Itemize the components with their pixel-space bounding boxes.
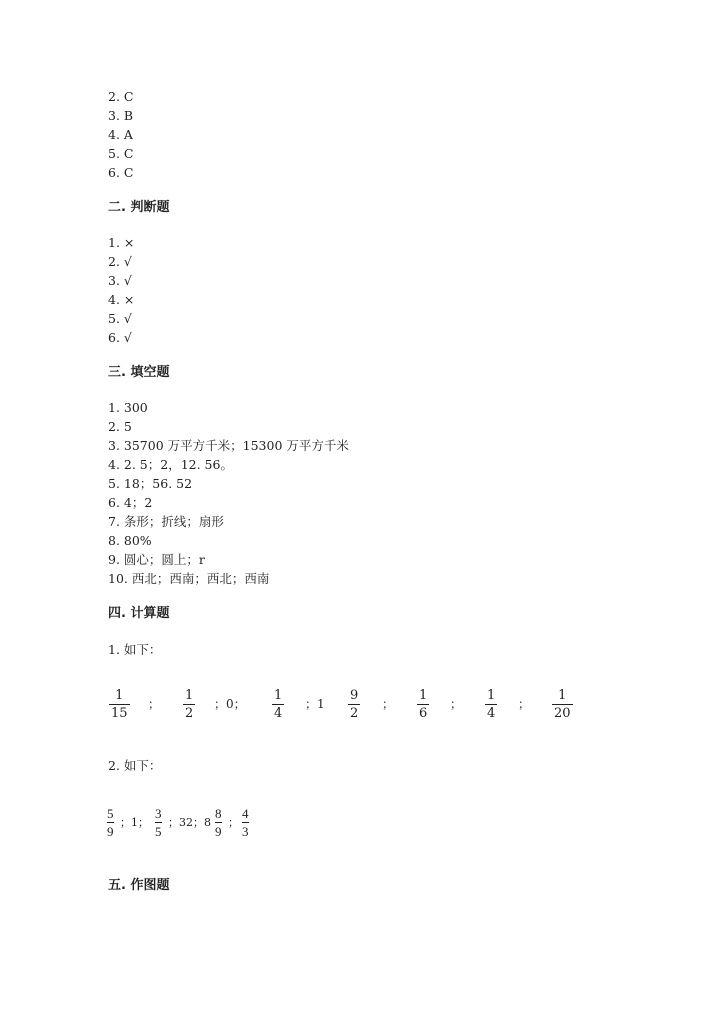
fraction-bar (109, 704, 130, 705)
calc1-separator-5: ； (450, 697, 463, 711)
fraction-bar (485, 704, 497, 705)
fraction-denominator: 6 (419, 706, 428, 721)
calc2-fraction-a (107, 806, 114, 839)
draw-heading: 五. 作图题 (108, 878, 170, 893)
fill-answer-8: 8. 80% (108, 533, 152, 548)
fill-answer-1: 1. 300 (108, 400, 148, 415)
calc1-separator-2: ；0； (214, 697, 246, 711)
fraction-denominator: 15 (111, 706, 128, 721)
fraction-numerator: 1 (487, 688, 496, 703)
choice-answer-4: 4. A (108, 127, 133, 142)
fraction-denominator: 2 (185, 706, 194, 721)
fill-answer-6: 6. 4；2 (108, 495, 153, 510)
fill-answer-9: 9. 圆心；圆上；r (108, 552, 205, 567)
fraction-numerator: 1 (558, 688, 567, 703)
choice-answer-5: 5. C (108, 146, 134, 161)
calc1-fraction-2 (183, 688, 195, 721)
calc1-separator-3: ；1 (305, 697, 325, 711)
judge-heading: 二. 判断题 (108, 200, 170, 215)
fill-answer-5: 5. 18；56. 52 (108, 476, 193, 491)
judge-answer-4: 4. × (108, 292, 135, 307)
calc1-separator-6: ； (518, 697, 531, 711)
calc1-fraction-4 (348, 688, 360, 721)
fraction-bar (242, 822, 249, 823)
fraction-bar (155, 822, 162, 823)
judge-answer-1: 1. × (108, 235, 135, 250)
fraction-numerator: 5 (107, 806, 114, 821)
calc2-fraction-d (242, 806, 249, 839)
fraction-bar (215, 822, 222, 823)
fraction-denominator: 9 (107, 824, 114, 839)
calc2-separator-a: ；1； (120, 816, 149, 829)
fraction-bar (107, 822, 114, 823)
calc1-fraction-1 (109, 688, 130, 721)
fraction-numerator: 8 (215, 806, 222, 821)
fraction-bar (348, 704, 360, 705)
fraction-bar (417, 704, 429, 705)
calc1-separator-4: ； (382, 697, 395, 711)
fill-heading: 三. 填空题 (108, 365, 170, 380)
fraction-denominator: 9 (215, 824, 222, 839)
calc-part2-label: 2. 如下： (108, 758, 162, 773)
calc-part1-label: 1. 如下： (108, 642, 162, 657)
fraction-denominator: 4 (274, 706, 283, 721)
fraction-numerator: 3 (155, 806, 162, 821)
judge-answer-3: 3. √ (108, 273, 132, 288)
calc1-separator-1: ； (148, 697, 161, 711)
fill-answer-10: 10. 西北；西南；西北；西南 (108, 571, 270, 586)
calc1-fraction-7 (552, 688, 573, 721)
choice-answer-2: 2. C (108, 89, 134, 104)
calc2-fraction-b (155, 806, 162, 839)
calc1-fraction-6 (485, 688, 497, 721)
calc-heading: 四. 计算题 (108, 606, 170, 621)
fraction-numerator: 1 (185, 688, 194, 703)
fraction-bar (272, 704, 284, 705)
calc2-separator-c: ； (228, 816, 239, 829)
fill-answer-3: 3. 35700 万平方千米；15300 万平方千米 (108, 438, 349, 453)
fraction-numerator: 1 (274, 688, 283, 703)
fraction-numerator: 9 (350, 688, 359, 703)
fraction-denominator: 3 (242, 824, 249, 839)
judge-answer-2: 2. √ (108, 254, 132, 269)
fraction-numerator: 4 (242, 806, 249, 821)
fraction-numerator: 1 (419, 688, 428, 703)
fraction-numerator: 1 (115, 688, 124, 703)
fraction-bar (183, 704, 195, 705)
judge-answer-6: 6. √ (108, 330, 132, 345)
fill-answer-2: 2. 5 (108, 419, 132, 434)
fill-answer-7: 7. 条形；折线；扇形 (108, 514, 224, 529)
choice-answer-3: 3. B (108, 108, 134, 123)
calc1-fraction-3 (272, 688, 284, 721)
judge-answer-5: 5. √ (108, 311, 132, 326)
fraction-denominator: 20 (554, 706, 571, 721)
fraction-denominator: 5 (155, 824, 162, 839)
fill-answer-4: 4. 2. 5；2，12. 56。 (108, 457, 233, 472)
fraction-bar (552, 704, 573, 705)
fraction-denominator: 2 (350, 706, 359, 721)
choice-answer-6: 6. C (108, 165, 134, 180)
calc2-separator-b: ；32；8 (168, 816, 211, 829)
fraction-denominator: 4 (487, 706, 496, 721)
calc1-fraction-5 (417, 688, 429, 721)
calc2-fraction-c (215, 806, 222, 839)
